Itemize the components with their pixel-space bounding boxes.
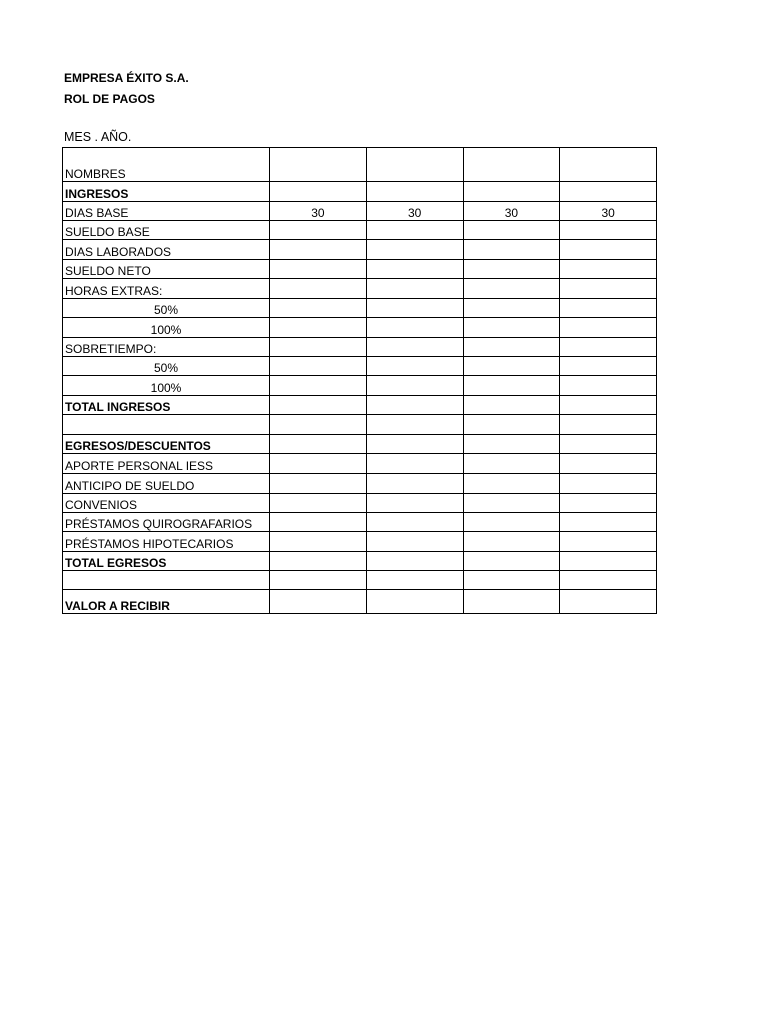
cell-he100-2[interactable] — [366, 318, 463, 338]
row-label-prestamos-hipotecarios: PRÉSTAMOS HIPOTECARIOS — [63, 532, 270, 552]
table-row-sobretiempo-100 — [63, 376, 657, 396]
cell-valor-2[interactable] — [366, 590, 463, 614]
row-label-horas-extras: HORAS EXTRAS: — [63, 279, 270, 299]
cell-horas-extras-2[interactable] — [366, 279, 463, 299]
cell-sueldo-base-1[interactable] — [270, 221, 367, 240]
cell-ingresos-2[interactable] — [366, 182, 463, 202]
cell-st100-4[interactable] — [560, 376, 657, 396]
cell-sueldo-neto-2[interactable] — [366, 260, 463, 279]
row-label-prestamos-quirografarios: PRÉSTAMOS QUIROGRAFARIOS — [63, 513, 270, 532]
cell-valor-4[interactable] — [560, 590, 657, 614]
cell-sueldo-base-4[interactable] — [560, 221, 657, 240]
cell-egresos-1[interactable] — [270, 435, 367, 454]
cell-nombres-4[interactable] — [560, 148, 657, 182]
cell-he50-3[interactable] — [463, 299, 560, 318]
row-label-convenios: CONVENIOS — [63, 494, 270, 513]
cell-dias-laborados-4[interactable] — [560, 240, 657, 260]
section-heading-ingresos: INGRESOS — [63, 182, 270, 202]
cell-spacer2-4[interactable] — [560, 571, 657, 590]
row-label-sobretiempo-100: 100% — [63, 376, 270, 396]
row-label-nombres: NOMBRES — [63, 148, 270, 182]
cell-hipo-2[interactable] — [366, 532, 463, 552]
cell-total-ingresos-1[interactable] — [270, 396, 367, 415]
row-label-sueldo-base: SUELDO BASE — [63, 221, 270, 240]
row-label-total-ingresos: TOTAL INGRESOS — [63, 396, 270, 415]
cell-egresos-2[interactable] — [366, 435, 463, 454]
row-label-aporte-iess: APORTE PERSONAL IESS — [63, 454, 270, 474]
row-label-sueldo-neto: SUELDO NETO — [63, 260, 270, 279]
cell-st50-2[interactable] — [366, 357, 463, 376]
section-heading-egresos: EGRESOS/DESCUENTOS — [63, 435, 270, 454]
table-row-sobretiempo — [63, 338, 657, 357]
cell-spacer2-1[interactable] — [270, 571, 367, 590]
cell-valor-1[interactable] — [270, 590, 367, 614]
cell-nombres-1[interactable] — [270, 148, 367, 182]
company-name: EMPRESA ÉXITO S.A. — [64, 71, 189, 85]
cell-st100-1[interactable] — [270, 376, 367, 396]
table-row-spacer-1 — [63, 415, 657, 435]
cell-total-egresos-4[interactable] — [560, 552, 657, 571]
cell-he100-1[interactable] — [270, 318, 367, 338]
cell-aporte-1[interactable] — [270, 454, 367, 474]
spacer-cell — [63, 415, 270, 435]
cell-total-ingresos-2[interactable] — [366, 396, 463, 415]
cell-st100-3[interactable] — [463, 376, 560, 396]
cell-dias-base-2[interactable]: 30 — [366, 202, 463, 221]
cell-anticipo-4[interactable] — [560, 474, 657, 494]
table-row-total-egresos — [63, 552, 657, 571]
row-label-horas-extras-100: 100% — [63, 318, 270, 338]
cell-dias-laborados-3[interactable] — [463, 240, 560, 260]
cell-st50-3[interactable] — [463, 357, 560, 376]
cell-valor-3[interactable] — [463, 590, 560, 614]
table-row-dias-base — [63, 202, 657, 221]
cell-aporte-4[interactable] — [560, 454, 657, 474]
cell-he50-4[interactable] — [560, 299, 657, 318]
document-title: ROL DE PAGOS — [64, 92, 155, 106]
row-label-total-egresos: TOTAL EGRESOS — [63, 552, 270, 571]
cell-total-egresos-1[interactable] — [270, 552, 367, 571]
cell-sueldo-neto-1[interactable] — [270, 260, 367, 279]
cell-sueldo-neto-4[interactable] — [560, 260, 657, 279]
table-row-aporte-iess — [63, 454, 657, 474]
row-label-dias-base: DIAS BASE — [63, 202, 270, 221]
cell-he100-3[interactable] — [463, 318, 560, 338]
row-label-anticipo: ANTICIPO DE SUELDO — [63, 474, 270, 494]
cell-dias-base-4[interactable]: 30 — [560, 202, 657, 221]
cell-hipo-3[interactable] — [463, 532, 560, 552]
table-row-valor-recibir — [63, 590, 657, 614]
cell-nombres-2[interactable] — [366, 148, 463, 182]
cell-sueldo-base-2[interactable] — [366, 221, 463, 240]
row-label-sobretiempo-50: 50% — [63, 357, 270, 376]
table-row-sueldo-base — [63, 221, 657, 240]
cell-convenios-1[interactable] — [270, 494, 367, 513]
table-row-convenios — [63, 494, 657, 513]
table-row-prestamos-hipotecarios — [63, 532, 657, 552]
cell-he100-4[interactable] — [560, 318, 657, 338]
row-label-horas-extras-50: 50% — [63, 299, 270, 318]
cell-horas-extras-4[interactable] — [560, 279, 657, 299]
cell-egresos-3[interactable] — [463, 435, 560, 454]
cell-st50-4[interactable] — [560, 357, 657, 376]
cell-sueldo-neto-3[interactable] — [463, 260, 560, 279]
payroll-table — [62, 147, 657, 614]
table-row-sueldo-neto — [63, 260, 657, 279]
cell-spacer1-2[interactable] — [366, 415, 463, 435]
cell-spacer1-4[interactable] — [560, 415, 657, 435]
cell-spacer2-3[interactable] — [463, 571, 560, 590]
cell-spacer1-3[interactable] — [463, 415, 560, 435]
cell-dias-laborados-1[interactable] — [270, 240, 367, 260]
cell-horas-extras-1[interactable] — [270, 279, 367, 299]
table-row-total-ingresos — [63, 396, 657, 415]
table-row-horas-extras-50 — [63, 299, 657, 318]
row-label-sobretiempo: SOBRETIEMPO: — [63, 338, 270, 357]
table-row-spacer-2 — [63, 571, 657, 590]
cell-ingresos-4[interactable] — [560, 182, 657, 202]
cell-total-egresos-2[interactable] — [366, 552, 463, 571]
cell-convenios-3[interactable] — [463, 494, 560, 513]
table-row-horas-extras-100 — [63, 318, 657, 338]
cell-aporte-3[interactable] — [463, 454, 560, 474]
table-row-prestamos-quirografarios — [63, 513, 657, 532]
table-row-anticipo — [63, 474, 657, 494]
cell-he50-1[interactable] — [270, 299, 367, 318]
cell-ingresos-1[interactable] — [270, 182, 367, 202]
period-label: MES . AÑO. — [64, 130, 132, 144]
cell-anticipo-2[interactable] — [366, 474, 463, 494]
cell-total-egresos-3[interactable] — [463, 552, 560, 571]
cell-anticipo-1[interactable] — [270, 474, 367, 494]
cell-ingresos-3[interactable] — [463, 182, 560, 202]
cell-total-ingresos-3[interactable] — [463, 396, 560, 415]
cell-dias-base-1[interactable]: 30 — [270, 202, 367, 221]
cell-anticipo-3[interactable] — [463, 474, 560, 494]
cell-total-ingresos-4[interactable] — [560, 396, 657, 415]
cell-st100-2[interactable] — [366, 376, 463, 396]
cell-convenios-4[interactable] — [560, 494, 657, 513]
cell-horas-extras-3[interactable] — [463, 279, 560, 299]
spacer-cell — [63, 571, 270, 590]
cell-quiro-2[interactable] — [366, 513, 463, 532]
cell-st50-1[interactable] — [270, 357, 367, 376]
cell-spacer1-1[interactable] — [270, 415, 367, 435]
cell-aporte-2[interactable] — [366, 454, 463, 474]
cell-dias-base-3[interactable]: 30 — [463, 202, 560, 221]
table-row-dias-laborados — [63, 240, 657, 260]
cell-dias-laborados-2[interactable] — [366, 240, 463, 260]
cell-convenios-2[interactable] — [366, 494, 463, 513]
cell-quiro-1[interactable] — [270, 513, 367, 532]
table-row-horas-extras — [63, 279, 657, 299]
row-label-valor-recibir: VALOR A RECIBIR — [63, 590, 270, 614]
cell-sobretiempo-1[interactable] — [270, 338, 367, 357]
cell-quiro-4[interactable] — [560, 513, 657, 532]
cell-sueldo-base-3[interactable] — [463, 221, 560, 240]
cell-spacer2-2[interactable] — [366, 571, 463, 590]
row-label-dias-laborados: DIAS LABORADOS — [63, 240, 270, 260]
cell-hipo-1[interactable] — [270, 532, 367, 552]
cell-sobretiempo-3[interactable] — [463, 338, 560, 357]
cell-quiro-3[interactable] — [463, 513, 560, 532]
table-row-ingresos — [63, 182, 657, 202]
table-row-sobretiempo-50 — [63, 357, 657, 376]
table-row-nombres — [63, 148, 657, 182]
cell-he50-2[interactable] — [366, 299, 463, 318]
cell-sobretiempo-4[interactable] — [560, 338, 657, 357]
cell-nombres-3[interactable] — [463, 148, 560, 182]
table-row-egresos — [63, 435, 657, 454]
cell-egresos-4[interactable] — [560, 435, 657, 454]
cell-hipo-4[interactable] — [560, 532, 657, 552]
cell-sobretiempo-2[interactable] — [366, 338, 463, 357]
